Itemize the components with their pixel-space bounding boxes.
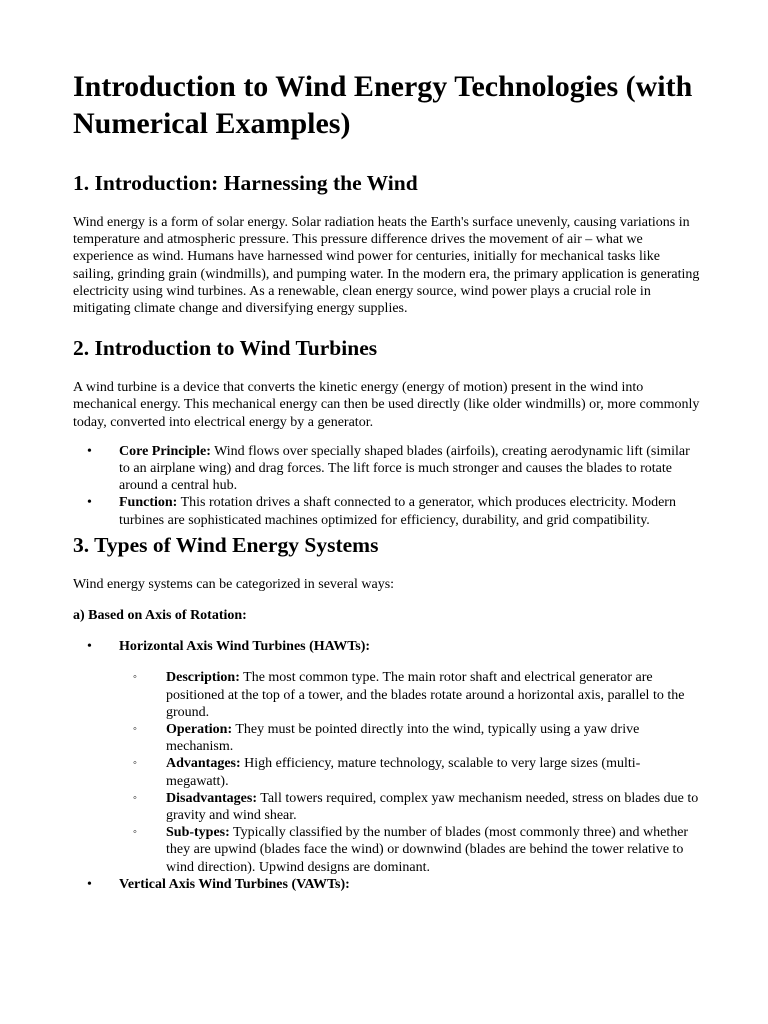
sub-label: Disadvantages:	[166, 790, 258, 806]
list-item	[73, 494, 700, 528]
sub-label: Description:	[166, 670, 240, 686]
list-item	[119, 669, 700, 721]
subheading-text: a) Based on Axis of Rotation:	[73, 608, 247, 624]
vawt-label: Vertical Axis Wind Turbines (VAWTs):	[119, 876, 350, 892]
sub-label: Sub-types:	[166, 825, 230, 841]
list-item	[73, 443, 700, 495]
list-item	[119, 824, 700, 876]
document-title: Introduction to Wind Energy Technologies (with Numerical Examples)	[73, 70, 693, 140]
list-item	[119, 755, 700, 789]
circle-marker: ◦	[133, 671, 137, 684]
section-1-heading: 1. Introduction: Harnessing the Wind	[73, 171, 418, 195]
sub-label: Operation:	[166, 722, 233, 738]
list-item	[119, 790, 700, 824]
bullet-marker: •	[87, 876, 92, 892]
section-3-subheading	[73, 607, 700, 624]
bullet-marker: •	[87, 495, 92, 511]
bullet-label: Core Principle:	[119, 443, 211, 459]
list-item-vawt	[73, 876, 700, 893]
section-2-bullet-list	[73, 443, 700, 529]
sub-text: High efficiency, mature technology, scalable to very large sizes (multi-megawatt).	[166, 756, 641, 789]
list-item	[119, 721, 700, 755]
sub-text: Tall towers required, complex yaw mechanism needed, stress on blades due to gravity and wind shear.	[166, 790, 699, 824]
circle-marker: ◦	[133, 791, 137, 804]
list-item-hawt	[73, 638, 700, 876]
section-2-paragraph: A wind turbine is a device that converts the kinetic energy (energy of motion) present in the wind into mechanical energy. This mechanical energy can then be used directly (like older windmills) or, more commonly today, converted into electrical energy by a generator.	[73, 380, 700, 430]
bullet-label: Function:	[119, 495, 178, 511]
section-2-heading: 2. Introduction to Wind Turbines	[73, 336, 378, 361]
sub-text: They must be pointed directly into the wind, typically using a yaw drive mechanism.	[166, 722, 640, 755]
sub-text: The most common type. The main rotor shaft and electrical generator are positioned at the top of a tower, and the blades rotate around a horizontal axis, parallel to the ground.	[166, 670, 685, 720]
section-3-paragraph: Wind energy systems can be categorized in several ways:	[73, 576, 395, 592]
circle-marker: ◦	[133, 723, 137, 736]
section-1-paragraph: Wind energy is a form of solar energy. Solar radiation heats the Earth's surface unevenly, causing variations in temperature and atmospheric pressure. This pressure difference drives the movement of air – what we experience as wind. Humans have harnessed wind power for centuries, initially for mechanical tasks like sailing, grinding grain (windmills), and pumping water. In the modern era, the primary application is generating electricity using wind turbines. As a renewable, clean energy source, wind power plays a crucial role in mitigating climate change and diversifying energy supplies.	[73, 215, 700, 317]
sub-text: Typically classified by the number of blades (most commonly three) and whether they are upwind (blades face the wind) or downwind (blades are behind the tower relative to wind direction). Upwind designs are dominant.	[166, 825, 689, 875]
bullet-text: Wind flows over specially shaped blades (airfoils), creating aerodynamic lift (similar to an airplane wing) and drag forces. The lift force is much stronger and causes the blades to rotate around a central hub.	[119, 443, 690, 494]
bullet-text: This rotation drives a shaft connected to a generator, which produces electricity. Modern turbines are sophisticated machines optimized for efficiency, durability, and grid compatibility.	[119, 495, 676, 528]
bullet-marker: •	[87, 443, 92, 459]
bullet-marker: •	[87, 639, 92, 655]
circle-marker: ◦	[133, 757, 137, 770]
hawt-sub-list	[119, 669, 700, 875]
sub-label: Advantages:	[166, 756, 241, 772]
hawt-label: Horizontal Axis Wind Turbines (HAWTs):	[119, 639, 371, 655]
circle-marker: ◦	[133, 826, 137, 839]
section-3-heading: 3. Types of Wind Energy Systems	[73, 532, 379, 557]
axis-type-list	[73, 638, 700, 893]
